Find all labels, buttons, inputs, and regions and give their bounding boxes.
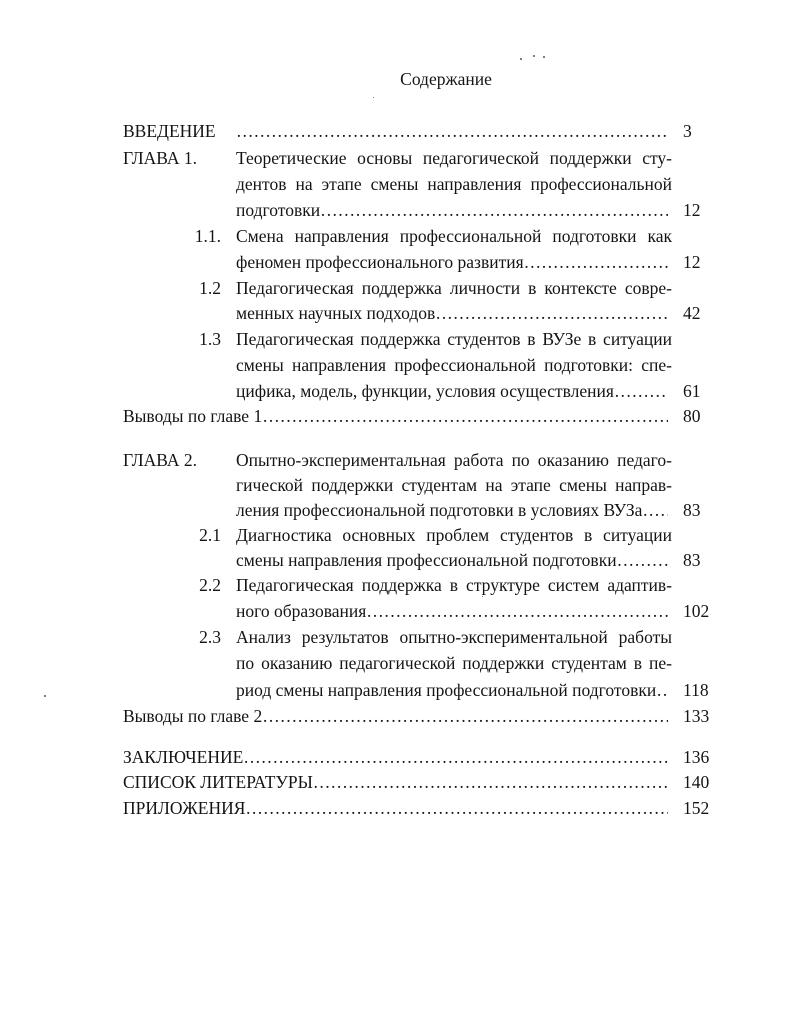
toc-line — [236, 678, 668, 702]
toc-line — [236, 599, 668, 623]
toc-page-number: 152 — [683, 798, 710, 818]
toc-label: 1.2 — [199, 278, 221, 298]
toc-line: Анализ результатов опытно-экспериментальной работы — [236, 627, 672, 647]
toc-line: Педагогическая поддержка личности в контексте совре- — [236, 278, 672, 298]
toc-line: Смена направления профессиональной подготовки как — [236, 226, 672, 246]
scan-speck — [44, 695, 46, 697]
toc-page-number: 3 — [683, 121, 692, 141]
scan-speck — [373, 97, 374, 98]
toc-line-text: менных научных подходов — [236, 303, 436, 323]
dot-leader — [320, 198, 668, 222]
dot-leader — [262, 704, 668, 728]
toc-line — [236, 301, 668, 325]
toc-line — [123, 704, 668, 728]
toc-line-text: смены направления профессиональной подготовки — [236, 550, 617, 570]
dot-leader — [614, 379, 668, 403]
toc-page-number: 42 — [683, 303, 701, 323]
toc-page-number: 102 — [683, 601, 710, 621]
toc-page-number: 83 — [683, 550, 701, 570]
toc-line-text: феномен профессионального развития — [236, 252, 524, 272]
dot-leader-line — [236, 119, 668, 143]
toc-line — [236, 498, 668, 522]
toc-page-number: 118 — [683, 680, 709, 700]
toc-line — [123, 796, 668, 820]
toc-line: Педагогическая поддержка в структуре систем адаптив- — [236, 575, 672, 595]
dot-leader — [366, 599, 668, 623]
toc-line-text: ного образования — [236, 601, 367, 621]
dot-leader — [236, 119, 668, 143]
dot-leader — [524, 250, 668, 274]
dot-leader — [656, 678, 668, 702]
dot-leader — [642, 498, 668, 522]
toc-line — [236, 198, 668, 222]
toc-label: Выводы по главе 2 — [123, 706, 263, 726]
toc-label: 1.3 — [199, 329, 221, 349]
toc-label: ВВЕДЕНИЕ — [123, 121, 216, 141]
dot-leader — [243, 745, 668, 769]
toc-label: 2.2 — [199, 575, 221, 595]
toc-line-text: ления профессиональной подготовки в условиях ВУЗа — [236, 500, 643, 520]
toc-page-number: 12 — [683, 200, 701, 220]
page-title: Содержание — [400, 69, 492, 89]
toc-line-text: подготовки — [236, 200, 321, 220]
toc-line: Опытно-экспериментальная работа по оказанию педаго- — [236, 450, 672, 470]
dot-leader — [245, 796, 668, 820]
toc-label: ГЛАВА 1. — [123, 148, 198, 168]
toc-page-number: 83 — [683, 500, 701, 520]
dot-leader — [617, 548, 668, 572]
toc-line — [123, 404, 668, 428]
toc-page-number: 61 — [683, 381, 701, 401]
toc-label: 2.1 — [199, 525, 221, 545]
toc-line: смены направления профессиональной подготовки: спе- — [236, 355, 672, 375]
dot-leader — [435, 301, 668, 325]
scan-speck — [533, 55, 535, 57]
toc-label: СПИСОК ЛИТЕРАТУРЫ — [123, 772, 313, 792]
toc-line: Диагностика основных проблем студентов в ситуации — [236, 525, 672, 545]
toc-line — [123, 745, 668, 769]
toc-label: ЗАКЛЮЧЕНИЕ — [123, 747, 244, 767]
toc-line — [236, 548, 668, 572]
toc-page-number: 12 — [683, 252, 701, 272]
toc-page-number: 136 — [683, 747, 710, 767]
dot-leader — [313, 770, 668, 794]
toc-line: дентов на этапе смены направления профессиональной — [236, 174, 672, 194]
dot-leader — [262, 404, 668, 428]
toc-line: Педагогическая поддержка студентов в ВУЗе в ситуации — [236, 329, 672, 349]
toc-line — [123, 770, 668, 794]
scan-speck — [520, 58, 522, 60]
toc-label: 2.3 — [199, 627, 221, 647]
toc-label: ГЛАВА 2. — [123, 450, 198, 470]
toc-line: по оказанию педагогической поддержки студентам в пе- — [236, 653, 672, 673]
toc-line-text: цифика, модель, функции, условия осуществления — [236, 381, 614, 401]
toc-page-number: 80 — [683, 406, 701, 426]
toc-label: ПРИЛОЖЕНИЯ — [123, 798, 246, 818]
scan-speck — [543, 56, 545, 58]
toc-line-text: риод смены направления профессиональной подготовки — [236, 680, 657, 700]
toc-page-number: 140 — [683, 772, 710, 792]
toc-line: Теоретические основы педагогической поддержки сту- — [236, 148, 672, 168]
toc-line — [236, 250, 668, 274]
toc-page-number: 133 — [683, 706, 710, 726]
toc-label: 1.1. — [194, 226, 221, 246]
toc-line: гической поддержки студентам на этапе смены направ- — [236, 475, 672, 495]
toc-line — [236, 379, 668, 403]
toc-label: Выводы по главе 1 — [123, 406, 263, 426]
